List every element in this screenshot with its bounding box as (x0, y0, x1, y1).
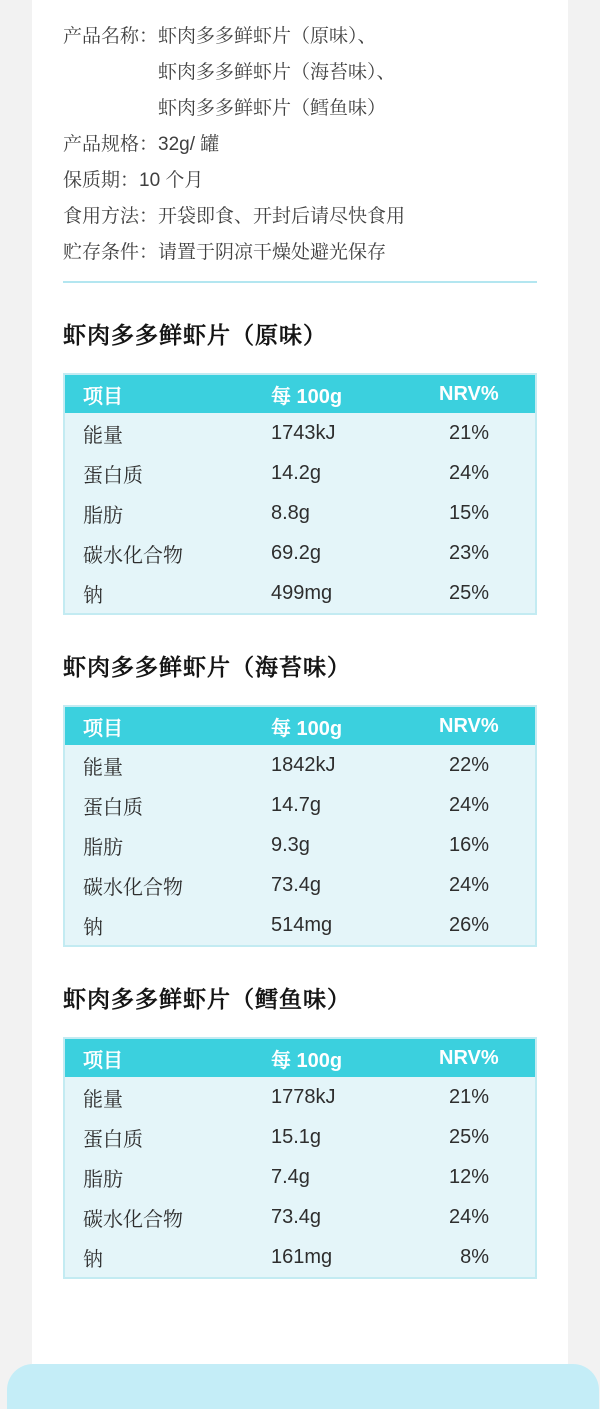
cell-per100g: 1743kJ (271, 421, 336, 444)
storage-value: 请置于阴凉干燥处避光保存 (158, 242, 387, 263)
product-name-label: 产品名称： (63, 26, 159, 47)
cell-nrv: 24% (448, 793, 489, 816)
cell-nrv: 23% (448, 541, 489, 564)
cell-item: 脂肪 (83, 1168, 123, 1191)
cell-item: 蛋白质 (83, 796, 143, 819)
usage-value: 开袋即食、开封后请尽快食用 (158, 206, 406, 227)
cell-per100g: 9.3g (271, 833, 310, 856)
column-header-nrv: NRV% (439, 1046, 499, 1069)
info-row-storage (63, 235, 537, 271)
table-row-protein (65, 785, 535, 825)
cell-nrv: 25% (448, 1125, 489, 1148)
table-row-energy (65, 745, 535, 785)
cell-per100g: 7.4g (271, 1165, 310, 1188)
nutrition-table-original (63, 373, 537, 615)
cell-nrv: 24% (448, 461, 489, 484)
cell-item: 钠 (83, 584, 103, 607)
info-row-shelf-life (63, 163, 537, 199)
column-header-item: 项目 (83, 385, 123, 408)
cell-item: 脂肪 (83, 836, 123, 859)
table-header-row (65, 375, 535, 413)
info-row-usage (63, 199, 537, 235)
section-title-cod: 虾肉多多鲜虾片（鳕鱼味） (63, 986, 351, 1012)
table-header-row (65, 707, 535, 745)
cell-nrv: 24% (448, 1205, 489, 1228)
spec-value: 32g/ 罐 (158, 134, 220, 155)
info-row-spec (63, 127, 537, 163)
column-header-per100g: 每 100g (271, 1049, 343, 1072)
cell-item: 钠 (83, 1248, 103, 1271)
nutrition-table-seaweed (63, 705, 537, 947)
product-name-line-3: 虾肉多多鲜虾片（鳕鱼味） (158, 98, 387, 119)
table-row-sodium (65, 1237, 535, 1277)
cell-item: 钠 (83, 916, 103, 939)
cell-per100g: 73.4g (271, 873, 322, 896)
section-divider (63, 281, 537, 283)
table-row-carbs (65, 533, 535, 573)
column-header-nrv: NRV% (439, 714, 499, 737)
cell-per100g: 1842kJ (271, 753, 336, 776)
shelf-life-value: 10 个月 (139, 170, 204, 191)
product-info-section (63, 19, 537, 271)
column-header-item: 项目 (83, 1049, 123, 1072)
cell-per100g: 514mg (271, 913, 333, 936)
cell-per100g: 15.1g (271, 1125, 322, 1148)
cell-item: 能量 (83, 424, 123, 447)
spec-label: 产品规格： (63, 134, 159, 155)
table-row-energy (65, 413, 535, 453)
cell-per100g: 73.4g (271, 1205, 322, 1228)
table-row-fat (65, 1157, 535, 1197)
section-title-seaweed: 虾肉多多鲜虾片（海苔味） (63, 654, 351, 680)
cell-item: 碳水化合物 (83, 876, 183, 899)
product-name-values (158, 19, 396, 127)
cell-per100g: 499mg (271, 581, 333, 604)
cell-nrv: 24% (448, 873, 489, 896)
product-name-line-1: 虾肉多多鲜虾片（原味）、 (158, 26, 377, 47)
cell-nrv: 21% (448, 421, 489, 444)
usage-label: 食用方法： (63, 206, 159, 227)
storage-label: 贮存条件： (63, 242, 159, 263)
table-row-energy (65, 1077, 535, 1117)
section-title-original: 虾肉多多鲜虾片（原味） (63, 322, 327, 348)
cell-per100g: 14.2g (271, 461, 322, 484)
cell-item: 蛋白质 (83, 1128, 143, 1151)
column-header-item: 项目 (83, 717, 123, 740)
cell-item: 碳水化合物 (83, 1208, 183, 1231)
cell-per100g: 14.7g (271, 793, 322, 816)
cell-item: 能量 (83, 1088, 123, 1111)
cell-nrv: 16% (448, 833, 489, 856)
table-row-sodium (65, 573, 535, 613)
cell-nrv: 12% (448, 1165, 489, 1188)
nutrition-section-seaweed (63, 651, 537, 947)
cell-item: 碳水化合物 (83, 544, 183, 567)
table-row-carbs (65, 1197, 535, 1237)
footer-rounded-bar (7, 1364, 599, 1409)
shelf-life-label: 保质期： (63, 170, 140, 191)
table-row-fat (65, 493, 535, 533)
column-header-nrv: NRV% (439, 382, 499, 405)
table-header-row (65, 1039, 535, 1077)
table-row-protein (65, 453, 535, 493)
cell-item: 能量 (83, 756, 123, 779)
cell-per100g: 1778kJ (271, 1085, 336, 1108)
cell-nrv: 15% (448, 501, 489, 524)
cell-nrv: 26% (448, 913, 489, 936)
nutrition-table-cod (63, 1037, 537, 1279)
cell-nrv: 21% (448, 1085, 489, 1108)
table-row-carbs (65, 865, 535, 905)
cell-per100g: 8.8g (271, 501, 310, 524)
product-name-line-2: 虾肉多多鲜虾片（海苔味）、 (158, 62, 396, 83)
info-row-product-name (63, 19, 537, 127)
cell-nrv: 8% (460, 1245, 489, 1268)
cell-nrv: 22% (448, 753, 489, 776)
column-header-per100g: 每 100g (271, 385, 343, 408)
cell-item: 脂肪 (83, 504, 123, 527)
cell-item: 蛋白质 (83, 464, 143, 487)
cell-nrv: 25% (448, 581, 489, 604)
table-row-fat (65, 825, 535, 865)
card-content (32, 0, 568, 1279)
table-row-sodium (65, 905, 535, 945)
cell-per100g: 69.2g (271, 541, 322, 564)
nutrition-section-cod (63, 983, 537, 1279)
content-card (32, 0, 568, 1409)
column-header-per100g: 每 100g (271, 717, 343, 740)
table-row-protein (65, 1117, 535, 1157)
cell-per100g: 161mg (271, 1245, 333, 1268)
nutrition-section-original (63, 319, 537, 615)
